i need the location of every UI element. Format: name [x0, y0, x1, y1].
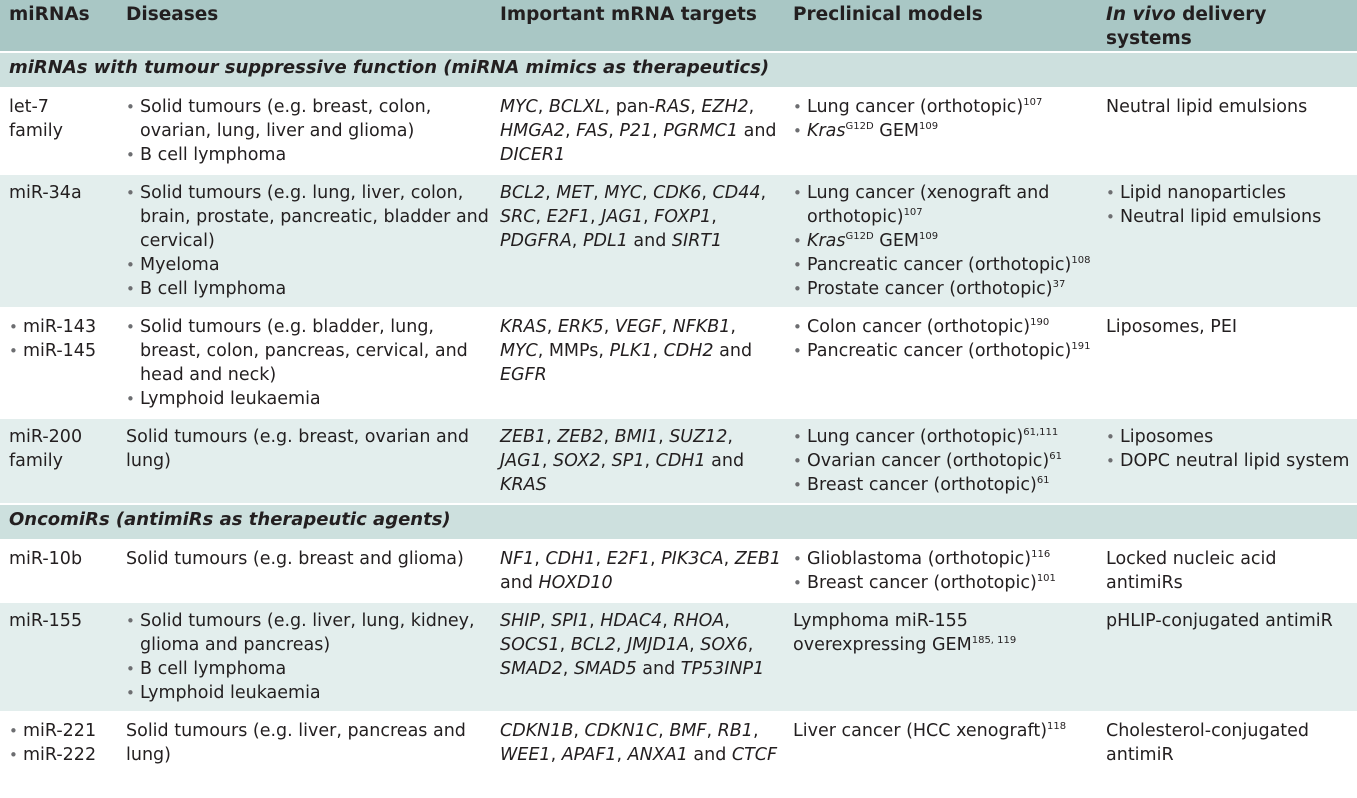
- cell-targets: [491, 540, 784, 602]
- mirna-item: • miR-143: [9, 315, 117, 339]
- model-list: [793, 547, 1097, 595]
- gene-name: CDH1: [545, 549, 596, 569]
- cell-mirna: [0, 540, 117, 602]
- delivery-line: Neutral lipid emulsions: [1106, 97, 1308, 117]
- italic-text: Kras: [807, 231, 846, 251]
- gene-name: RB1: [717, 721, 753, 741]
- gene-name: CDKN1C: [584, 721, 659, 741]
- delivery-list: [1106, 425, 1357, 473]
- delivery-item: • Neutral lipid emulsions: [1106, 205, 1357, 229]
- cell-delivery: [1097, 602, 1357, 712]
- text-run: Prostate cancer (orthotopic): [807, 279, 1053, 299]
- section-header-row: [0, 504, 1357, 540]
- cell-models: [784, 602, 1097, 712]
- text-run: Breast cancer (orthotopic): [807, 475, 1037, 495]
- text-run: and: [636, 659, 681, 679]
- table-header-row: [0, 0, 1357, 52]
- model-item: [793, 571, 1097, 595]
- mirna-item: • miR-145: [9, 339, 117, 363]
- reference-superscript: 190: [1030, 317, 1050, 328]
- gene-name: CDH2: [663, 341, 714, 361]
- text-run: , pan-: [604, 97, 655, 117]
- header-mirnas: miRNAs: [0, 0, 117, 52]
- text-run: Breast cancer (orthotopic): [807, 573, 1037, 593]
- table-row: [0, 602, 1357, 712]
- disease-item: • Solid tumours (e.g. liver, lung, kidney, glioma and pancreas): [126, 609, 491, 657]
- reference-superscript: 61: [1049, 451, 1062, 462]
- reference-superscript: 107: [1023, 97, 1043, 108]
- model-item: [793, 95, 1097, 119]
- reference-superscript: G12D: [845, 121, 874, 132]
- cell-targets: [491, 174, 784, 308]
- gene-name: BMF: [669, 721, 707, 741]
- cell-diseases: [117, 308, 491, 418]
- text-run: ,: [615, 635, 628, 655]
- gene-name: HDAC4: [600, 611, 663, 631]
- header-delivery-rest: delivery systems: [1106, 4, 1267, 49]
- delivery-line: Liposomes, PEI: [1106, 317, 1238, 337]
- cell-diseases: [117, 174, 491, 308]
- model-item: [793, 339, 1097, 363]
- text-run: Ovarian cancer (orthotopic): [807, 451, 1050, 471]
- reference-superscript: 116: [1031, 549, 1051, 560]
- gene-name: SUZ12: [669, 427, 728, 447]
- disease-item: • Lymphoid leukaemia: [126, 681, 491, 705]
- text-run: ,: [727, 427, 733, 447]
- text-run: and: [687, 745, 732, 765]
- reference-superscript: 185, 119: [971, 635, 1017, 646]
- cell-delivery: [1097, 418, 1357, 504]
- text-run: Lymphoma miR-155 overexpressing GEM: [793, 611, 972, 655]
- text-run: ,: [644, 451, 656, 471]
- text-run: ,: [658, 721, 670, 741]
- model-item: [793, 253, 1097, 277]
- targets-text: [500, 719, 784, 767]
- gene-name: BCL2: [500, 183, 546, 203]
- gene-name: SP1: [611, 451, 645, 471]
- cell-targets: [491, 602, 784, 712]
- gene-name: HMGA2: [500, 121, 565, 141]
- text-run: ,: [711, 207, 717, 227]
- gene-name: ZEB2: [557, 427, 604, 447]
- gene-name: JMJD1A: [627, 635, 690, 655]
- gene-name: SRC: [500, 207, 536, 227]
- delivery-list: [1106, 181, 1357, 229]
- gene-name: VEGF: [614, 317, 662, 337]
- gene-name: SOX6: [700, 635, 748, 655]
- gene-name: SMAD2: [500, 659, 563, 679]
- header-targets: Important mRNA targets: [491, 0, 784, 52]
- gene-name: EGFR: [500, 365, 547, 385]
- gene-name: ZEB1: [500, 427, 547, 447]
- reference-superscript: 109: [918, 121, 939, 132]
- disease-item: • Solid tumours (e.g. lung, liver, colon, brain, prostate, pancreatic, bladder and cervical): [126, 181, 491, 253]
- cell-models: [784, 308, 1097, 418]
- text-run: ,: [590, 207, 602, 227]
- targets-text: [500, 95, 784, 167]
- section-header-row: [0, 52, 1357, 88]
- mirna-line: let-7: [9, 97, 49, 117]
- text-run: ,: [546, 317, 558, 337]
- table-row: [0, 540, 1357, 602]
- text-run: ,: [658, 427, 670, 447]
- text-run: ,: [662, 611, 674, 631]
- mirna-line: family: [9, 121, 64, 141]
- table-row: [0, 174, 1357, 308]
- cell-delivery: [1097, 88, 1357, 174]
- reference-superscript: 108: [1071, 255, 1091, 266]
- text-run: Lung cancer (xenograft and orthotopic): [807, 183, 1050, 227]
- cell-models: [784, 712, 1097, 773]
- cell-diseases: [117, 418, 491, 504]
- text-run: , MMPs,: [537, 341, 610, 361]
- text-run: ,: [550, 745, 562, 765]
- gene-name: BCL2: [570, 635, 616, 655]
- text-run: ,: [652, 341, 664, 361]
- model-list: [793, 425, 1097, 497]
- gene-name: MYC: [500, 341, 538, 361]
- text-run: GEM: [873, 231, 919, 251]
- disease-list: [126, 95, 491, 167]
- text-run: and: [500, 573, 539, 593]
- disease-item: • B cell lymphoma: [126, 143, 491, 167]
- text-run: ,: [661, 317, 673, 337]
- text-run: ,: [730, 317, 736, 337]
- reference-superscript: 101: [1036, 573, 1056, 584]
- text-run: ,: [706, 721, 718, 741]
- cell-targets: [491, 308, 784, 418]
- model-list: [793, 95, 1097, 143]
- gene-name: ERK5: [557, 317, 604, 337]
- text-run: ,: [701, 183, 713, 203]
- model-item: [793, 473, 1097, 497]
- text-run: ,: [546, 427, 558, 447]
- gene-name: PLK1: [609, 341, 653, 361]
- model-item: [793, 277, 1097, 301]
- text-run: ,: [641, 183, 654, 203]
- gene-name: CDKN1B: [500, 721, 574, 741]
- mirna-item: • miR-222: [9, 743, 117, 767]
- disease-item: • B cell lymphoma: [126, 277, 491, 301]
- mirna-list: [9, 315, 117, 363]
- text-run: ,: [537, 97, 549, 117]
- gene-name: MYC: [500, 97, 538, 117]
- model-list: [793, 181, 1097, 301]
- gene-name: RHOA: [673, 611, 725, 631]
- reference-superscript: 61: [1036, 475, 1050, 486]
- gene-name: RAS: [654, 97, 691, 117]
- text-run: ,: [541, 451, 553, 471]
- gene-name: SOCS1: [500, 635, 560, 655]
- text-run: ,: [689, 635, 701, 655]
- table-body: [0, 52, 1357, 773]
- text-run: ,: [534, 549, 546, 569]
- model-item: [793, 181, 1097, 229]
- text-run: GEM: [873, 121, 919, 141]
- text-run: and: [627, 231, 672, 251]
- targets-text: [500, 315, 784, 387]
- text-run: Pancreatic cancer (orthotopic): [807, 341, 1072, 361]
- cell-targets: [491, 712, 784, 773]
- cell-delivery: [1097, 712, 1357, 773]
- gene-name: JAG1: [500, 451, 542, 471]
- text-run: ,: [539, 611, 552, 631]
- gene-name: WEE1: [500, 745, 551, 765]
- text-run: ,: [545, 183, 557, 203]
- model-item: [793, 229, 1097, 253]
- header-delivery-italic: In vivo: [1106, 4, 1176, 25]
- targets-text: [500, 425, 784, 497]
- gene-name: P21: [619, 121, 653, 141]
- targets-text: [500, 181, 784, 253]
- section-title: miRNAs with tumour suppressive function (miRNA mimics as therapeutics): [0, 52, 1357, 88]
- gene-name: APAF1: [561, 745, 617, 765]
- gene-name: MYC: [604, 183, 642, 203]
- text-run: ,: [564, 121, 577, 141]
- model-line: [793, 609, 1097, 657]
- gene-name: SPI1: [551, 611, 590, 631]
- cell-diseases: [117, 88, 491, 174]
- text-run: ,: [652, 121, 664, 141]
- model-item: [793, 547, 1097, 571]
- reference-superscript: 109: [918, 231, 939, 242]
- disease-item: • Myeloma: [126, 253, 491, 277]
- delivery-item: • Lipid nanoparticles: [1106, 181, 1357, 205]
- cell-mirna: [0, 308, 117, 418]
- model-item: [793, 119, 1097, 143]
- reference-superscript: 61,111: [1023, 427, 1059, 438]
- mirna-line: miR-155: [9, 611, 83, 631]
- model-item: [793, 315, 1097, 339]
- text-run: ,: [571, 231, 583, 251]
- text-run: ,: [649, 549, 662, 569]
- gene-name: NFKB1: [672, 317, 731, 337]
- cell-mirna: [0, 712, 117, 773]
- header-delivery: [1097, 0, 1357, 52]
- gene-name: MET: [556, 183, 594, 203]
- text-run: Glioblastoma (orthotopic): [807, 549, 1032, 569]
- gene-name: CDH1: [655, 451, 706, 471]
- mirna-item: • miR-221: [9, 719, 117, 743]
- cell-mirna: [0, 88, 117, 174]
- text-run: ,: [589, 611, 601, 631]
- model-line: [793, 719, 1097, 743]
- text-run: ,: [562, 659, 574, 679]
- disease-list: [126, 181, 491, 301]
- text-run: and: [738, 121, 777, 141]
- text-run: and: [713, 341, 753, 361]
- header-models: Preclinical models: [784, 0, 1097, 52]
- text-run: ,: [595, 549, 607, 569]
- text-run: ,: [724, 611, 730, 631]
- disease-line: Solid tumours (e.g. breast, ovarian and lung): [126, 427, 469, 471]
- disease-line: Solid tumours (e.g. liver, pancreas and lung): [126, 721, 466, 765]
- text-run: ,: [616, 745, 628, 765]
- disease-list: [126, 315, 491, 411]
- disease-line: Solid tumours (e.g. breast and glioma): [126, 549, 464, 569]
- text-run: ,: [643, 207, 655, 227]
- text-run: ,: [535, 207, 547, 227]
- text-run: ,: [747, 635, 754, 655]
- cell-diseases: [117, 712, 491, 773]
- table-row: [0, 418, 1357, 504]
- cell-models: [784, 174, 1097, 308]
- text-run: Colon cancer (orthotopic): [807, 317, 1031, 337]
- cell-delivery: [1097, 308, 1357, 418]
- cell-diseases: [117, 602, 491, 712]
- disease-item: • Solid tumours (e.g. bladder, lung, breast, colon, pancreas, cervical, and head and neck): [126, 315, 491, 387]
- gene-name: ANXA1: [627, 745, 688, 765]
- gene-name: SIRT1: [671, 231, 723, 251]
- text-run: ,: [593, 183, 605, 203]
- model-item: [793, 449, 1097, 473]
- mirna-line: miR-34a: [9, 183, 82, 203]
- disease-item: • Solid tumours (e.g. breast, colon, ovarian, lung, liver and glioma): [126, 95, 491, 143]
- cell-models: [784, 540, 1097, 602]
- reference-superscript: 118: [1047, 721, 1067, 732]
- gene-name: EZH2: [701, 97, 749, 117]
- text-run: Pancreatic cancer (orthotopic): [807, 255, 1072, 275]
- gene-name: SMAD5: [573, 659, 637, 679]
- reference-superscript: 191: [1071, 341, 1091, 352]
- cell-mirna: [0, 418, 117, 504]
- gene-name: CDK6: [653, 183, 702, 203]
- cell-models: [784, 418, 1097, 504]
- gene-name: FOXP1: [654, 207, 712, 227]
- gene-name: PDL1: [582, 231, 628, 251]
- disease-list: [126, 609, 491, 705]
- text-run: ,: [559, 635, 571, 655]
- gene-name: KRAS: [500, 317, 547, 337]
- reference-superscript: 37: [1052, 279, 1066, 290]
- gene-name: PIK3CA: [661, 549, 724, 569]
- text-run: ,: [603, 427, 615, 447]
- delivery-item: • DOPC neutral lipid system: [1106, 449, 1357, 473]
- mirna-line: miR-200: [9, 427, 83, 447]
- targets-text: [500, 547, 784, 595]
- gene-name: SHIP: [500, 611, 540, 631]
- text-run: and: [705, 451, 745, 471]
- delivery-line: pHLIP-conjugated antimiR: [1106, 611, 1333, 631]
- cell-models: [784, 88, 1097, 174]
- text-run: ,: [600, 451, 612, 471]
- gene-name: BCLXL: [548, 97, 605, 117]
- model-item: [793, 425, 1097, 449]
- text-run: Lung cancer (orthotopic): [807, 427, 1024, 447]
- cell-targets: [491, 88, 784, 174]
- gene-name: DICER1: [500, 145, 566, 165]
- delivery-line: Cholesterol-conjugated antimiR: [1106, 721, 1310, 765]
- italic-text: Kras: [807, 121, 846, 141]
- text-run: ,: [608, 121, 620, 141]
- cell-mirna: [0, 602, 117, 712]
- mirna-list: [9, 719, 117, 767]
- gene-name: ZEB1: [734, 549, 781, 569]
- cell-diseases: [117, 540, 491, 602]
- gene-name: CTCF: [731, 745, 778, 765]
- gene-name: FAS: [576, 121, 609, 141]
- gene-name: E2F1: [546, 207, 591, 227]
- text-run: ,: [748, 97, 755, 117]
- gene-name: BMI1: [614, 427, 659, 447]
- gene-name: PGRMC1: [663, 121, 739, 141]
- text-run: Liver cancer (HCC xenograft): [793, 721, 1048, 741]
- gene-name: JAG1: [601, 207, 644, 227]
- header-diseases: Diseases: [117, 0, 491, 52]
- table-row: [0, 308, 1357, 418]
- disease-item: • B cell lymphoma: [126, 657, 491, 681]
- gene-name: SOX2: [552, 451, 601, 471]
- delivery-line: Locked nucleic acid antimiRs: [1106, 549, 1277, 593]
- text-run: ,: [752, 721, 759, 741]
- mirna-line: miR-10b: [9, 549, 83, 569]
- text-run: ,: [690, 97, 702, 117]
- targets-text: [500, 609, 784, 681]
- text-run: ,: [760, 183, 767, 203]
- text-run: ,: [573, 721, 585, 741]
- gene-name: HOXD10: [538, 573, 613, 593]
- section-title: OncomiRs (antimiRs as therapeutic agents): [0, 504, 1357, 540]
- table-row: [0, 712, 1357, 773]
- cell-delivery: [1097, 174, 1357, 308]
- gene-name: KRAS: [500, 475, 547, 495]
- text-run: ,: [603, 317, 615, 337]
- gene-name: PDGFRA: [500, 231, 572, 251]
- table-row: [0, 88, 1357, 174]
- reference-superscript: 107: [903, 207, 923, 218]
- delivery-item: • Liposomes: [1106, 425, 1357, 449]
- gene-name: TP53INP1: [680, 659, 765, 679]
- gene-name: CD44: [712, 183, 761, 203]
- text-run: ,: [723, 549, 735, 569]
- gene-name: NF1: [500, 549, 535, 569]
- cell-delivery: [1097, 540, 1357, 602]
- disease-item: • Lymphoid leukaemia: [126, 387, 491, 411]
- cell-mirna: [0, 174, 117, 308]
- reference-superscript: G12D: [845, 231, 874, 242]
- text-run: Lung cancer (orthotopic): [807, 97, 1024, 117]
- cell-targets: [491, 418, 784, 504]
- mirna-line: family: [9, 451, 64, 471]
- model-list: [793, 315, 1097, 363]
- gene-name: E2F1: [606, 549, 650, 569]
